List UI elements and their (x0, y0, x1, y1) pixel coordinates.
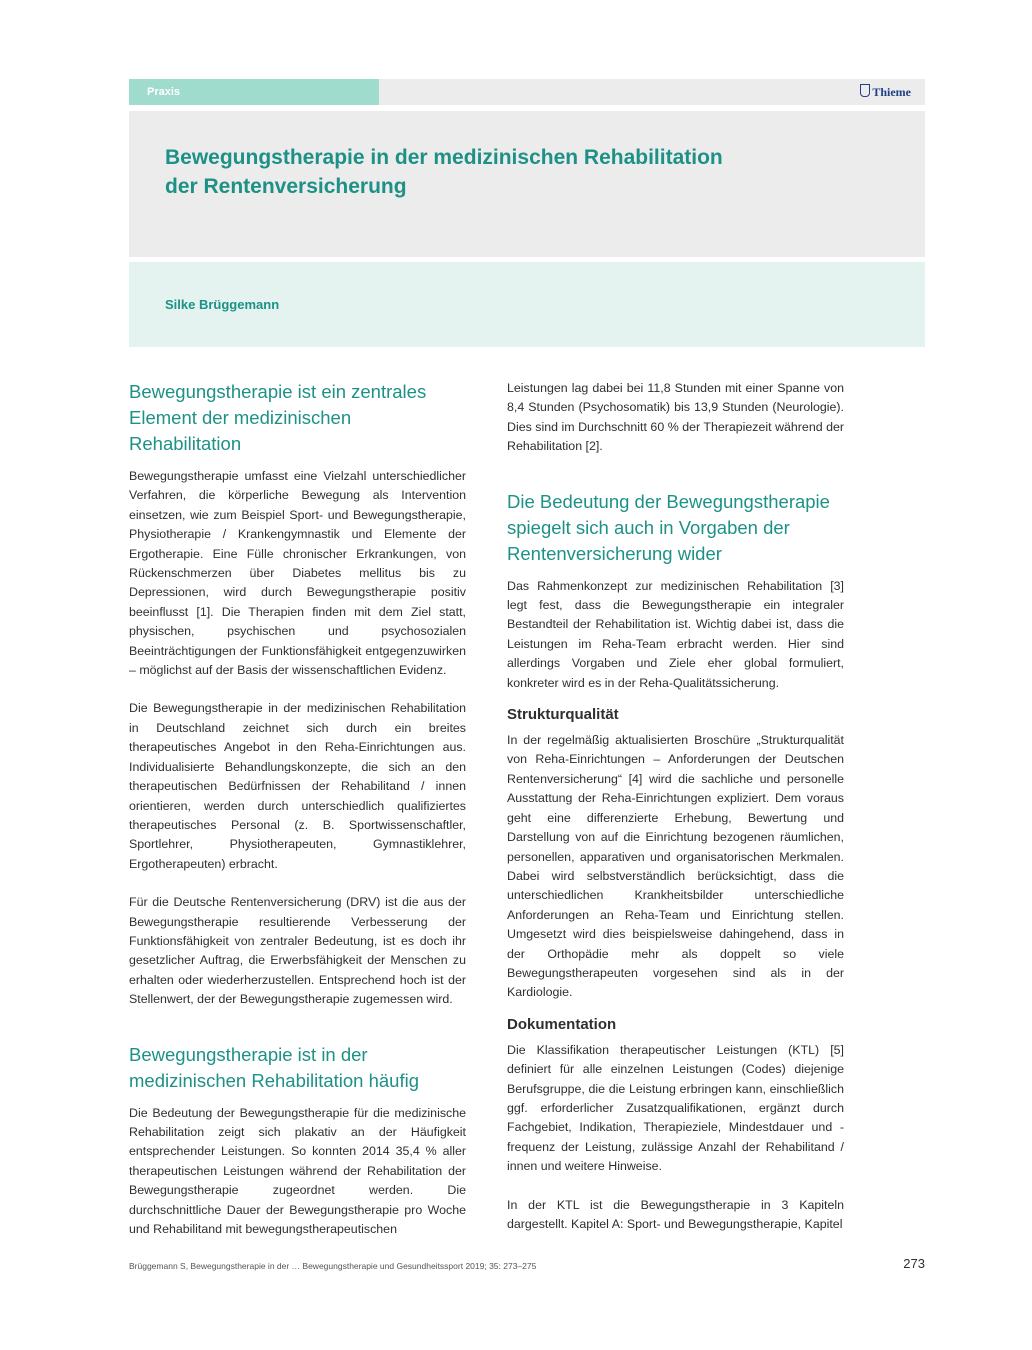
paragraph: Die Bedeutung der Bewegungstherapie für die medizinische Rehabilitation zeigt sich plakativ an der Häufigkeit entsprechender Leistungen. So konnten 2014 35,4 % aller therapeutischen Leistungen während der Rehabilitation der Bewegungstherapie zugeordnet werden. Die durchschnittliche Dauer der Bewegungstherapie pro Woche und Rehabilitand mit bewegungstherapeutischen (129, 1105, 466, 1236)
article-title (165, 143, 865, 201)
paragraph: Für die Deutsche Rentenversicherung (DRV) ist die aus der Bewegungstherapie resultierende Verbesserung der Funktionsfähigkeit von zentraler Bedeutung, ist es doch ihr gesetzlicher Auftrag, die Erwerbsfähigkeit der Menschen zu erhalten oder wiederherzustellen. Entsprechend hoch ist der Stellenwert, der der Bewegungstherapie zugemessen wird. (129, 895, 466, 1007)
subheading: Strukturqualität (507, 706, 619, 724)
publisher-logo (860, 79, 911, 105)
shield-icon (860, 84, 870, 97)
title-line-1: Bewegungstherapie in der medizinischen Rehabilitation (165, 146, 723, 169)
paragraph: Bewegungstherapie umfasst eine Vielzahl unterschiedlicher Verfahren, die körperliche Bewegung als Intervention einsetzen, wie zum Beispiel Sport- und Bewegungstherapie, Physiotherapie / Krankengymnastik und Elemente der Ergotherapie. Eine Fülle chronischer Erkrankungen, von Rückenschmerzen über Diabetes mellitus bis zu Depressionen, wird durch Bewegungstherapie positiv beeinflusst [1]. Die Therapien finden mit dem Ziel statt, physischen, psychischen und psychosozialen Beeinträchtigungen der Funktionsfähigkeit entgegenzuwirken – möglichst auf der Basis der wissenschaftlichen Evidenz. (129, 469, 466, 678)
right-column (507, 379, 844, 1234)
title-line-2: der Rentenversicherung (165, 175, 407, 198)
paragraph: Leistungen lag dabei bei 11,8 Stunden mit einer Spanne von 8,4 Stunden (Psychosomatik) bis 13,9 Stunden (Neurologie). Dies sind im Durchschnitt 60 % der Therapiezeit während der Rehabilitation [2]. (507, 381, 844, 454)
subheading: Dokumentation (507, 1015, 617, 1033)
section-heading: Bewegungstherapie ist in der medizinischen Rehabilitation häufig (129, 1043, 420, 1091)
section-heading: Die Bedeutung der Bewegungstherapie spiegelt sich auch in Vorgaben der Rentenversicherung wider (507, 490, 830, 564)
paragraph: Das Rahmenkonzept zur medizinischen Rehabilitation [3] legt fest, dass die Bewegungstherapie ein integraler Bestandteil der Rehabilitation ist. Wichtig dabei ist, dass die Leistungen im Reha-Team erbracht werden. Hier sind allerdings Vorgaben und Ziele eher global formuliert, konkreter wird es in der Reha-Qualitätssicherung. (507, 578, 844, 690)
author-name: Silke Brüggemann (165, 297, 280, 312)
footer-citation: Brüggemann S, Bewegungstherapie in der … Bewegungstherapie und Gesundheitssport 2019; 35: 273–275 (129, 1261, 537, 1271)
header-bar (129, 79, 925, 105)
page-number: 273 (903, 1256, 925, 1271)
paragraph: In der regelmäßig aktualisierten Broschüre „Strukturqualität von Reha-Einrichtungen – Anforderungen der Deutschen Rentenversicherung“ [4] wird die sachliche und personelle Ausstattung der Reha-Einrichtungen expliziert. Dem voraus geht eine differenzierte Erhebung, Bewertung und Darstellung von auf die Einrichtung bezogenen räumlichen, personellen, apparativen und organisatorischen Merkmalen. Dabei wird selbstverständlich berücksichtigt, dass die unterschiedlichen Krankheitsbilder unterschiedliche Anforderungen an Reha-Team und Einrichtung stellen. Umgesetzt wird dies beispielsweise dahingehend, dass in der Orthopädie mehr als doppelt so viele Bewegungstherapeuten vorgesehen sind als in der Kardiologie. (507, 733, 844, 1000)
left-column (129, 379, 466, 1239)
section-heading: Bewegungstherapie ist ein zentrales Element der medizinischen Rehabilitation (129, 381, 427, 454)
publisher-name: Thieme (872, 85, 911, 99)
author-box (129, 262, 925, 347)
section-label: Praxis (129, 79, 379, 105)
paragraph: Die Klassifikation therapeutischer Leistungen (KTL) [5] definiert für alle einzelnen Leistungen (Codes) diejenige Berufsgruppe, die die Leistung erbringen kann, einschließlich ggf. erforderlicher Zusatzqualifikationen, ergänzt durch Fachgebiet, Indikation, Therapieziele, Mindestdauer und -frequenz der Leistung, zulässige Anzahl der Rehabilitand / innen und weitere Hinweise. (507, 1042, 844, 1174)
paragraph: In der KTL ist die Bewegungstherapie in 3 Kapiteln dargestellt. Kapitel A: Sport- und Bewegungstherapie, Kapitel (507, 1197, 844, 1231)
title-box (129, 111, 925, 257)
paragraph: Die Bewegungstherapie in der medizinischen Rehabilitation in Deutschland zeichnet sich durch ein breites therapeutisches Angebot in den Reha-Einrichtungen aus. Individualisierte Behandlungskonzepte, die sich an den therapeutischen Bedürfnissen der Rehabilitand / innen orientieren, werden durch unterschiedlich qualifiziertes therapeutisches Personal (z. B. Sportwissenschaftler, Sportlehrer, Physiotherapeuten, Gymnastiklehrer, Ergotherapeuten) erbracht. (129, 701, 466, 871)
